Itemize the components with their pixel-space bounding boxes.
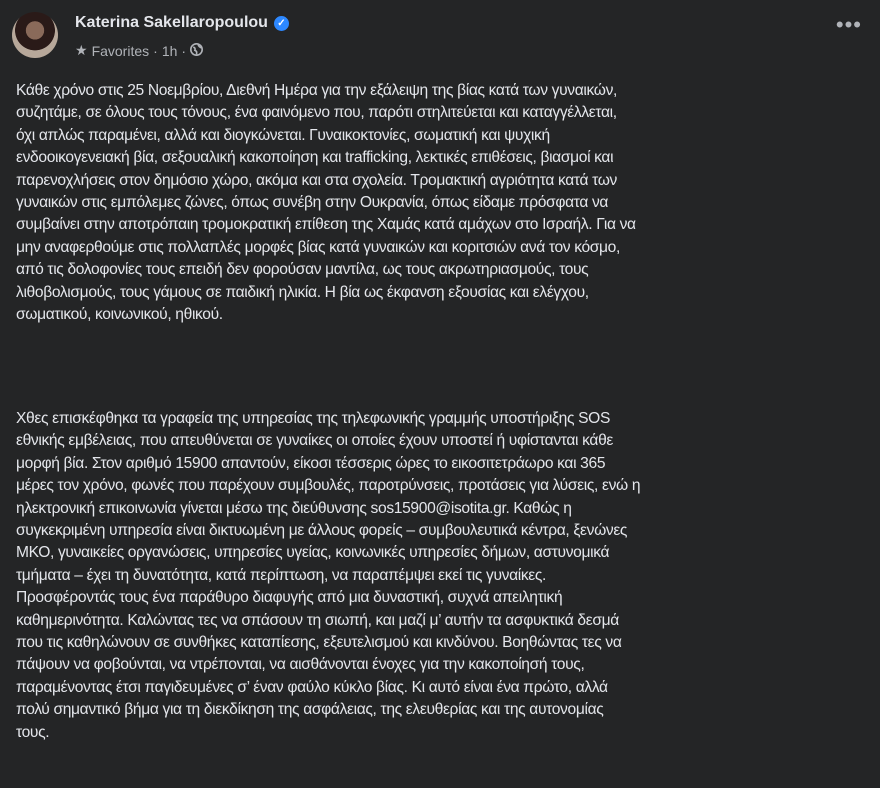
post-text-line: καθημερινότητα. Καλώντας τες να σπάσουν τη σιωπή, και μαζί μ’ αυτήν τα ασφυκτικά δεσμά [16, 611, 619, 629]
post-text-line: ηλεκτρονική επικοινωνία γίνεται μέσω της διεύθυνσης sos15900@isotita.gr. Καθώς η [16, 499, 572, 517]
post-text-line: Κάθε χρόνο στις 25 Νοεμβρίου, Διεθνή Ημέρα για την εξάλειψη της βίας κατά των γυναικών, [16, 82, 618, 99]
post-text-line: σωματικού, κοινωνικού, ηθικού. [16, 306, 223, 324]
post-meta [75, 42, 203, 59]
author-name[interactable]: Katerina Sakellaropoulou [75, 14, 268, 31]
post-text-line: γυναικών στις εμπόλεμες ζώνες, όπως συνέβη στην Ουκρανία, όπως είδαμε πρόσφατα να [16, 194, 609, 212]
globe-icon [190, 43, 203, 59]
audience-label[interactable]: Favorites [91, 42, 150, 59]
post-text-line: πολύ σημαντικό βήμα για τη διεκδίκηση της ασφάλειας, της ελευθερίας και της αυτονομίας [16, 701, 604, 719]
post-text-line: Προσφέροντάς τους ένα παράθυρο διαφυγής από μια δυναστική, συχνά απειλητική [16, 589, 563, 607]
post-paragraph-2 [16, 408, 640, 744]
meta-separator: · [181, 42, 187, 59]
post-text-line: εθνικής εμβέλειας, που απευθύνεται σε γυναίκες οι οποίες έχουν υποστεί ή υφίστανται κάθε [16, 432, 613, 450]
post-text-line: τους. [16, 723, 50, 741]
post-text-line: λιθοβολισμούς, τους γάμους σε παιδική ηλικία. Η βία ως έκφανση εξουσίας και ελέγχου, [16, 283, 589, 301]
post-text-line: τμήματα – έχει τη δυνατότητα, κατά περίπτωση, να παραπέμψει εκεί τις γυναίκες. [16, 566, 547, 584]
post-paragraph-1 [16, 80, 636, 326]
post-text-line: συζητάμε, σε όλους τους τόνους, ένα φαινόμενο που, παρότι στηλιτεύεται και καταγγέλλεται, [16, 104, 617, 122]
meta-separator: · [153, 42, 158, 59]
more-options-button[interactable]: ••• [835, 12, 862, 37]
author-name-row [75, 14, 289, 32]
post-text-line: ενδοοικογενειακή βία, σεξουαλική κακοποίηση και trafficking, λεκτικές επιθέσεις, βιασμοί και [16, 149, 614, 167]
post-text-line: από τις δολοφονίες τους επειδή δεν φορούσαν μαντίλα, ως τους ακρωτηριασμούς, τους [16, 261, 589, 279]
post-text-line: πάψουν να φοβούνται, να ντρέπονται, να αισθάνονται ένοχες για την κακοποίησή τους, [16, 656, 585, 674]
post-text-line: μέρες τον χρόνο, φωνές που παρέχουν συμβουλές, παροτρύνσεις, προτάσεις για λύσεις, ενώ η [16, 477, 641, 495]
post-text-line: όχι απλώς παραμένει, αλλά και διογκώνεται. Γυναικοκτονίες, σωματική και ψυχική [16, 126, 550, 144]
author-avatar[interactable] [12, 12, 58, 58]
post-text-line: μην αναφερθούμε στις πολλαπλές μορφές βίας κατά γυναικών και κοριτσιών ανά τον κόσμο, [16, 238, 620, 256]
post-text-line: Χθες επισκέφθηκα τα γραφεία της υπηρεσίας της τηλεφωνικής γραμμής υποστήριξης SOS [16, 410, 610, 427]
star-icon: ★ [75, 42, 88, 58]
post-text-line: παρενοχλήσεις στον δημόσιο χώρο, ακόμα και στα σχολεία. Τρομακτική αγριότητα κατά των [16, 171, 617, 189]
post-text-line: συμβαίνει στην αποτρόπαιη τρομοκρατική επίθεση της Χαμάς κατά αμάχων στο Ισραήλ. Για να [16, 216, 636, 234]
verified-badge-icon: ✓ [274, 16, 289, 31]
post-time[interactable]: 1h [161, 42, 178, 59]
post-text-line: ΜΚΟ, γυναικείες οργανώσεις, υπηρεσίες υγείας, κοινωνικές υπηρεσίες δήμων, αστυνομικά [16, 544, 610, 562]
post-text-line: συγκεκριμένη υπηρεσία είναι δικτυωμένη με άλλους φορείς – συμβουλευτικά κέντρα, ξενώνες [16, 522, 628, 540]
post-text-line: μορφή βία. Στον αριθμό 15900 απαντούν, είκοσι τέσσερις ώρες το εικοσιτετράωρο και 365 [16, 454, 606, 472]
post-text-line: που τις καθηλώνουν σε συνθήκες καταπίεσης, εξευτελισμού και κινδύνου. Βοηθώντας τες να [16, 634, 622, 652]
post-text-line: παραμένοντας έτσι παγιδευμένες σ’ έναν φαύλο κύκλο βίας. Κι αυτό είναι ένα πρώτο, αλλά [16, 678, 608, 696]
